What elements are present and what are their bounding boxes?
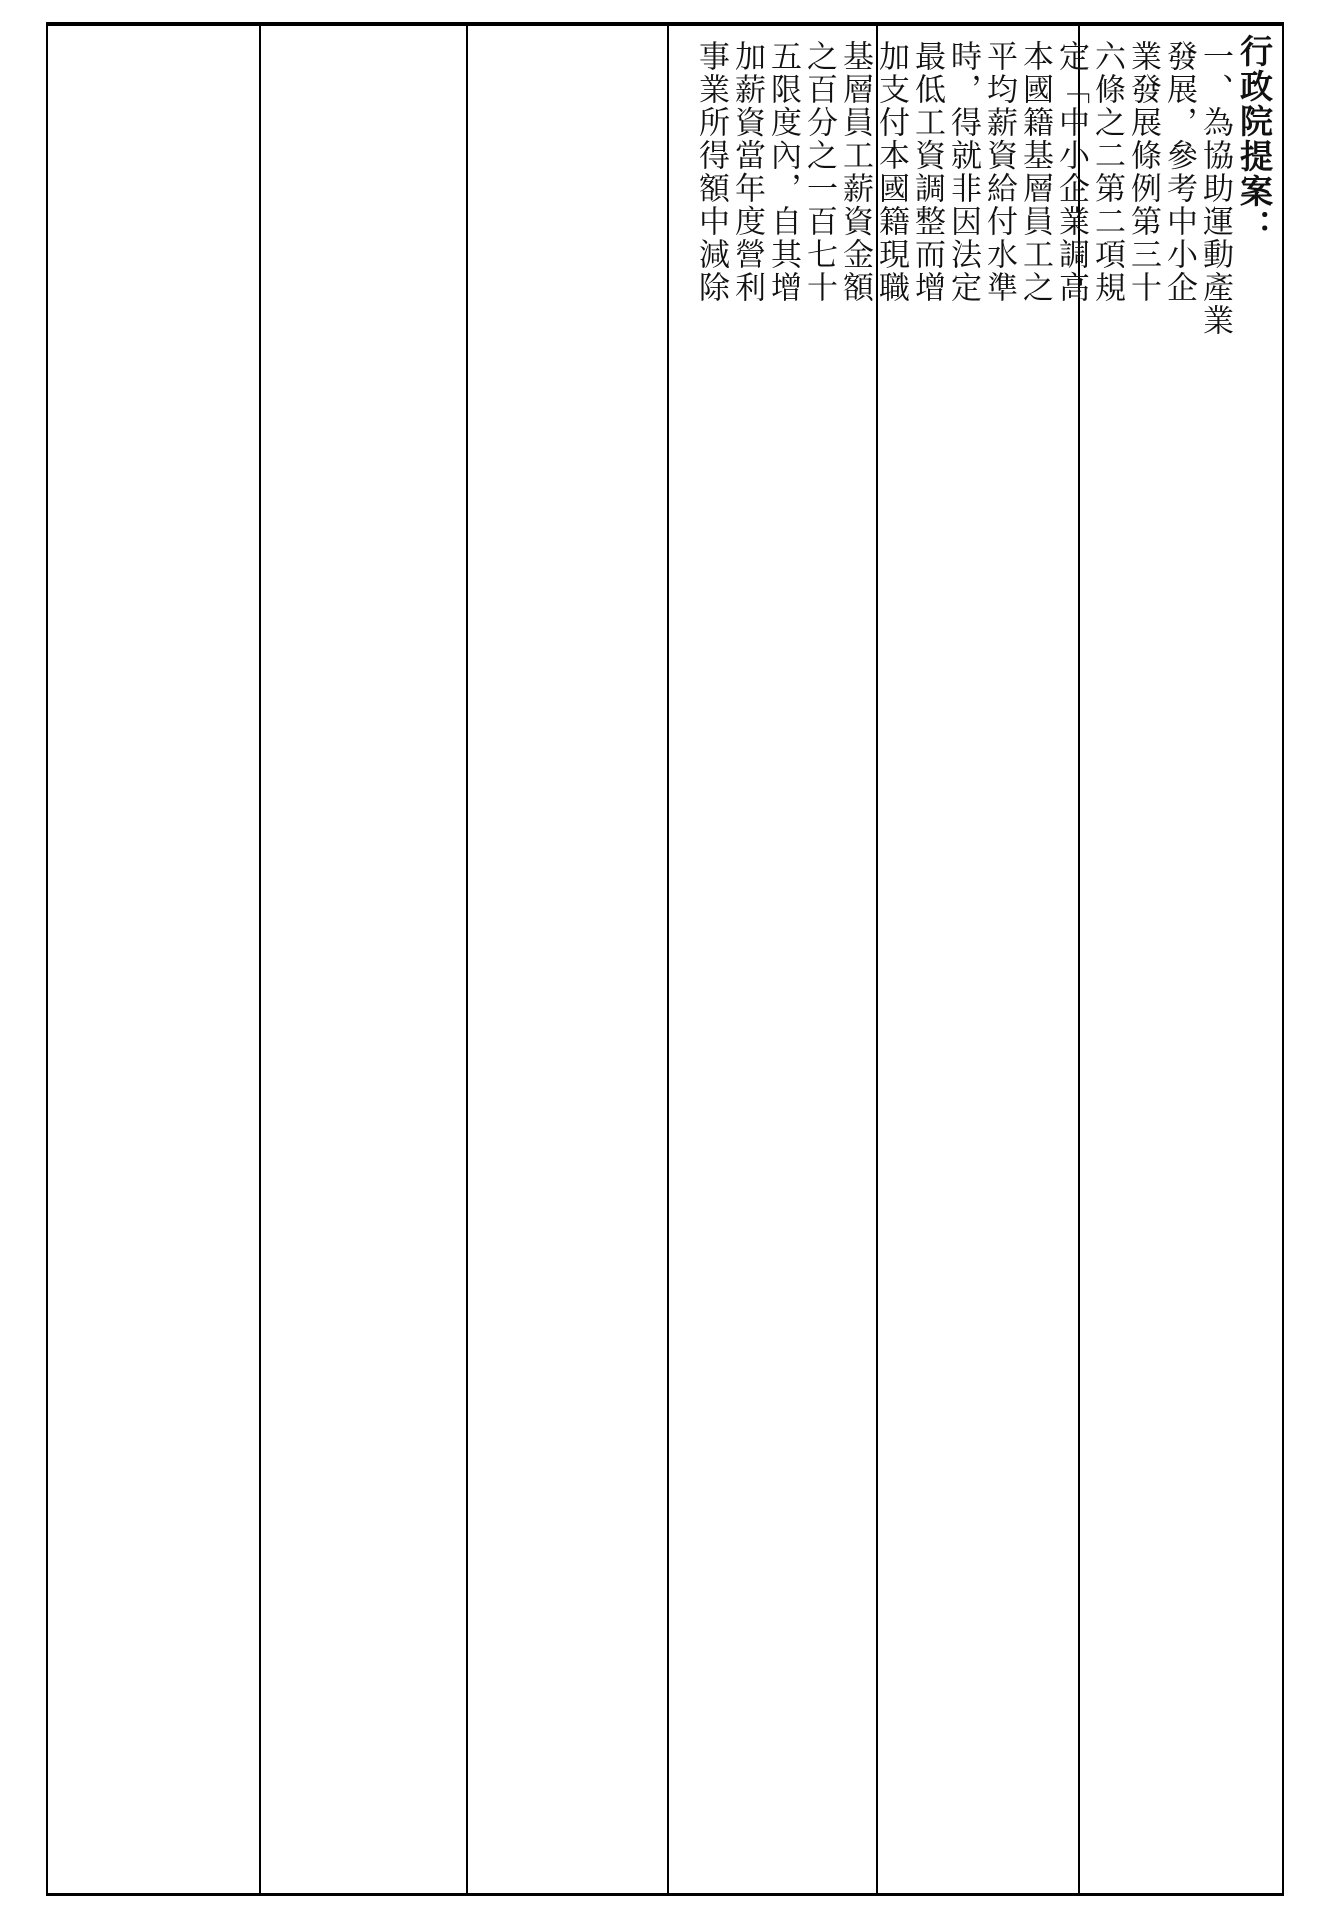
text-column: 五限度內，自其增 [765, 40, 801, 304]
left-border [46, 26, 48, 1893]
text-column: 時，得就非因法定 [945, 40, 981, 304]
text-column: 六條之二第二項規 [1089, 40, 1125, 304]
text-column: 最低工資調整而增 [909, 40, 945, 304]
bottom-border [46, 1893, 1284, 1896]
panel-divider [876, 26, 878, 1893]
text-column: 事業所得額中減除 [693, 40, 729, 304]
text-column: 一、為協助運動產業 [1197, 40, 1233, 337]
text-column: 加薪資當年度營利 [729, 40, 765, 304]
text-column: 業發展條例第三十 [1125, 40, 1161, 304]
text-column: 加支付本國籍現職 [873, 40, 909, 304]
text-column: 本國籍基層員工之 [1017, 40, 1053, 304]
panel-header: 行政院提案： [1235, 34, 1274, 244]
text-column: 發展，參考中小企 [1161, 40, 1197, 304]
text-column: 基層員工薪資金額 [837, 40, 873, 304]
panel-divider [466, 26, 468, 1893]
text-column: 之百分之一百七十 [801, 40, 837, 304]
panel-divider [667, 26, 669, 1893]
text-column: 定「中小企業調高 [1053, 40, 1089, 304]
text-column: 平均薪資給付水準 [981, 40, 1017, 304]
top-border [46, 22, 1284, 26]
right-border [1282, 26, 1284, 1893]
panel-divider [1078, 26, 1080, 1893]
panel-divider [259, 26, 261, 1893]
